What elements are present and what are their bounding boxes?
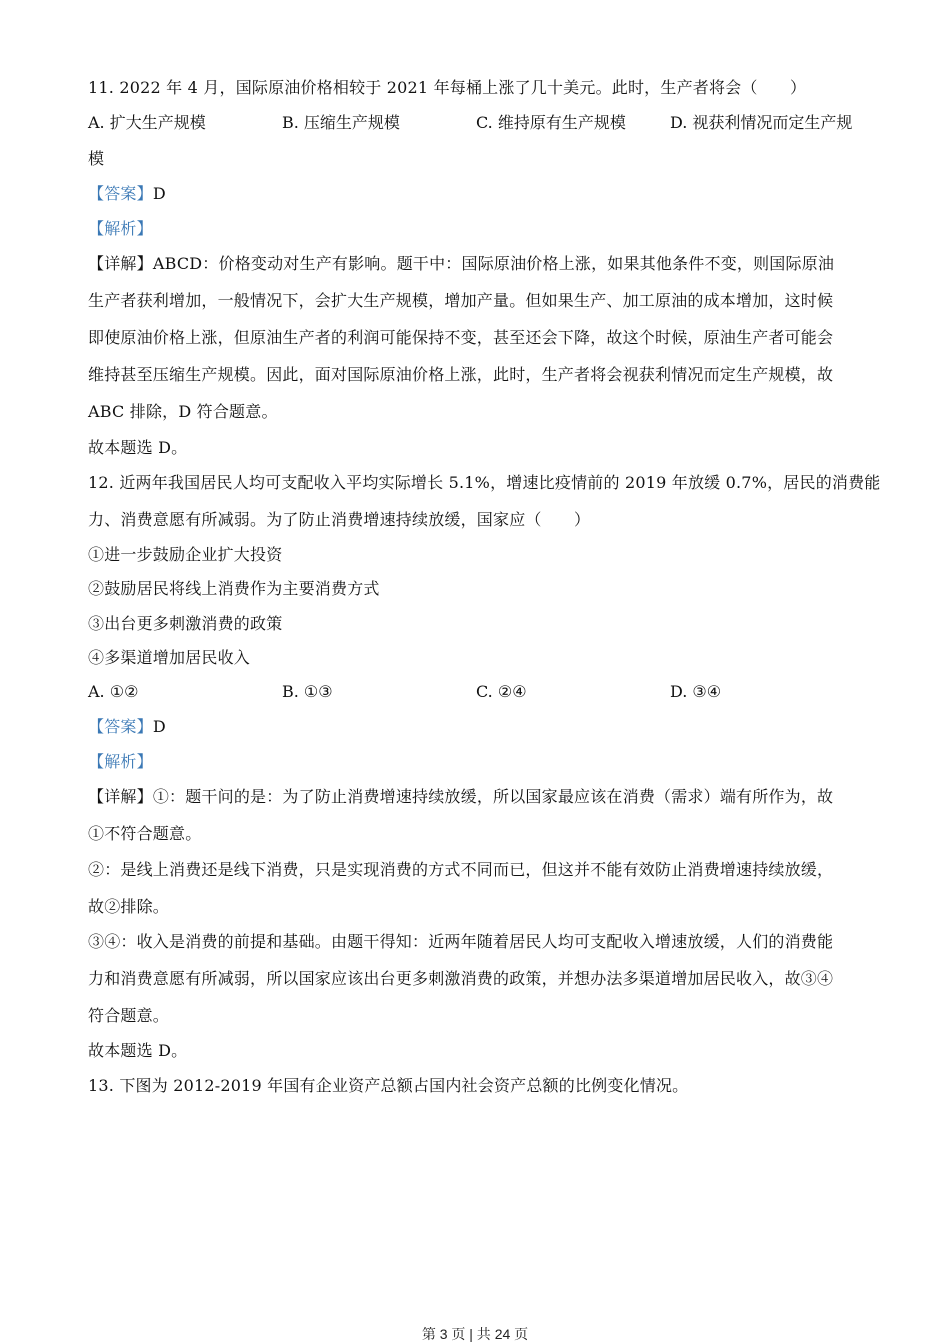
q12-option-b: B. ①③ [282, 682, 333, 701]
detail-text: ①：题干问的是：为了防止消费增速持续放缓，所以国家最应该在消费（需求）端有所作为，故 [152, 787, 834, 806]
q12-statement-3: ③出台更多刺激消费的政策 [88, 614, 283, 633]
page-footer: 第 3 页 | 共 24 页 [421, 1326, 529, 1342]
q11-detail-line: 即使原油价格上涨，但原油生产者的利润可能保持不变，甚至还会下降，故这个时候，原油生产者可能会 [88, 328, 834, 347]
q11-option-d: D. 视获利情况而定生产规 [670, 113, 853, 132]
detail-text: ABCD：价格变动对生产有影响。题干中：国际原油价格上涨，如果其他条件不变，则国际原油 [152, 254, 835, 273]
q12-statement-4: ④多渠道增加居民收入 [88, 648, 251, 667]
q12-option-a: A. ①② [88, 682, 139, 701]
q11-stem: 11. 2022 年 4 月，国际原油价格相较于 2021 年每桶上涨了几十美元。此时，生产者将会（ ） [88, 78, 807, 97]
q11-detail-line: 维持甚至压缩生产规模。因此，面对国际原油价格上涨，此时，生产者将会视获利情况而定生产规模，故 [88, 365, 834, 384]
q11-answer [88, 184, 166, 204]
q11-option-c: C. 维持原有生产规模 [476, 113, 626, 132]
detail-tag: 【详解】 [88, 787, 153, 806]
q13-stem: 13. 下图为 2012-2019 年国有企业资产总额占国内社会资产总额的比例变化情况。 [88, 1076, 689, 1095]
q12-detail-line: 故②排除。 [88, 897, 170, 916]
q11-option-b: B. 压缩生产规模 [282, 113, 400, 132]
q12-option-d: D. ③④ [670, 682, 722, 701]
q11-analysis-tag: 【解析】 [88, 219, 153, 238]
detail-tag: 【详解】 [88, 254, 153, 273]
q12-detail-line: 符合题意。 [88, 1006, 170, 1025]
q12-answer [88, 717, 166, 737]
q12-option-c: C. ②④ [476, 682, 527, 701]
answer-value: D [152, 717, 166, 736]
answer-tag: 【答案】 [88, 717, 153, 736]
q12-statement-2: ②鼓励居民将线上消费作为主要消费方式 [88, 579, 380, 598]
q11-option-a: A. 扩大生产规模 [88, 113, 206, 132]
q12-detail-line: ①不符合题意。 [88, 824, 202, 843]
q12-detail-line: ③④：收入是消费的前提和基础。由题干得知：近两年随着居民人均可支配收入增速放缓，人们的消费能 [88, 932, 834, 951]
q12-detail-line [88, 787, 833, 807]
q12-detail-line: ②：是线上消费还是线下消费，只是实现消费的方式不同而已，但这并不能有效防止消费增速持续放缓， [88, 860, 834, 879]
q11-detail-line [88, 254, 834, 274]
q12-statement-1: ①进一步鼓励企业扩大投资 [88, 545, 283, 564]
answer-value: D [152, 184, 166, 203]
q11-conclusion: 故本题选 D。 [88, 438, 188, 457]
q12-analysis-tag: 【解析】 [88, 752, 153, 771]
q12-detail-line: 力和消费意愿有所减弱，所以国家应该出台更多刺激消费的政策，并想办法多渠道增加居民收入，故③④ [88, 969, 834, 988]
q12-stem-line: 力、消费意愿有所减弱。为了防止消费增速持续放缓，国家应（ ） [88, 510, 591, 529]
q12-conclusion: 故本题选 D。 [88, 1041, 188, 1060]
q12-stem-line: 12. 近两年我国居民人均可支配收入平均实际增长 5.1%，增速比疫情前的 2019 年放缓 0.7%，居民的消费能 [88, 473, 881, 492]
q11-option-d-wrap: 模 [88, 149, 105, 168]
answer-tag: 【答案】 [88, 184, 153, 203]
q11-detail-line: ABC 排除，D 符合题意。 [88, 402, 278, 421]
q11-detail-line: 生产者获利增加，一般情况下，会扩大生产规模，增加产量。但如果生产、加工原油的成本增加，这时候 [88, 291, 834, 310]
